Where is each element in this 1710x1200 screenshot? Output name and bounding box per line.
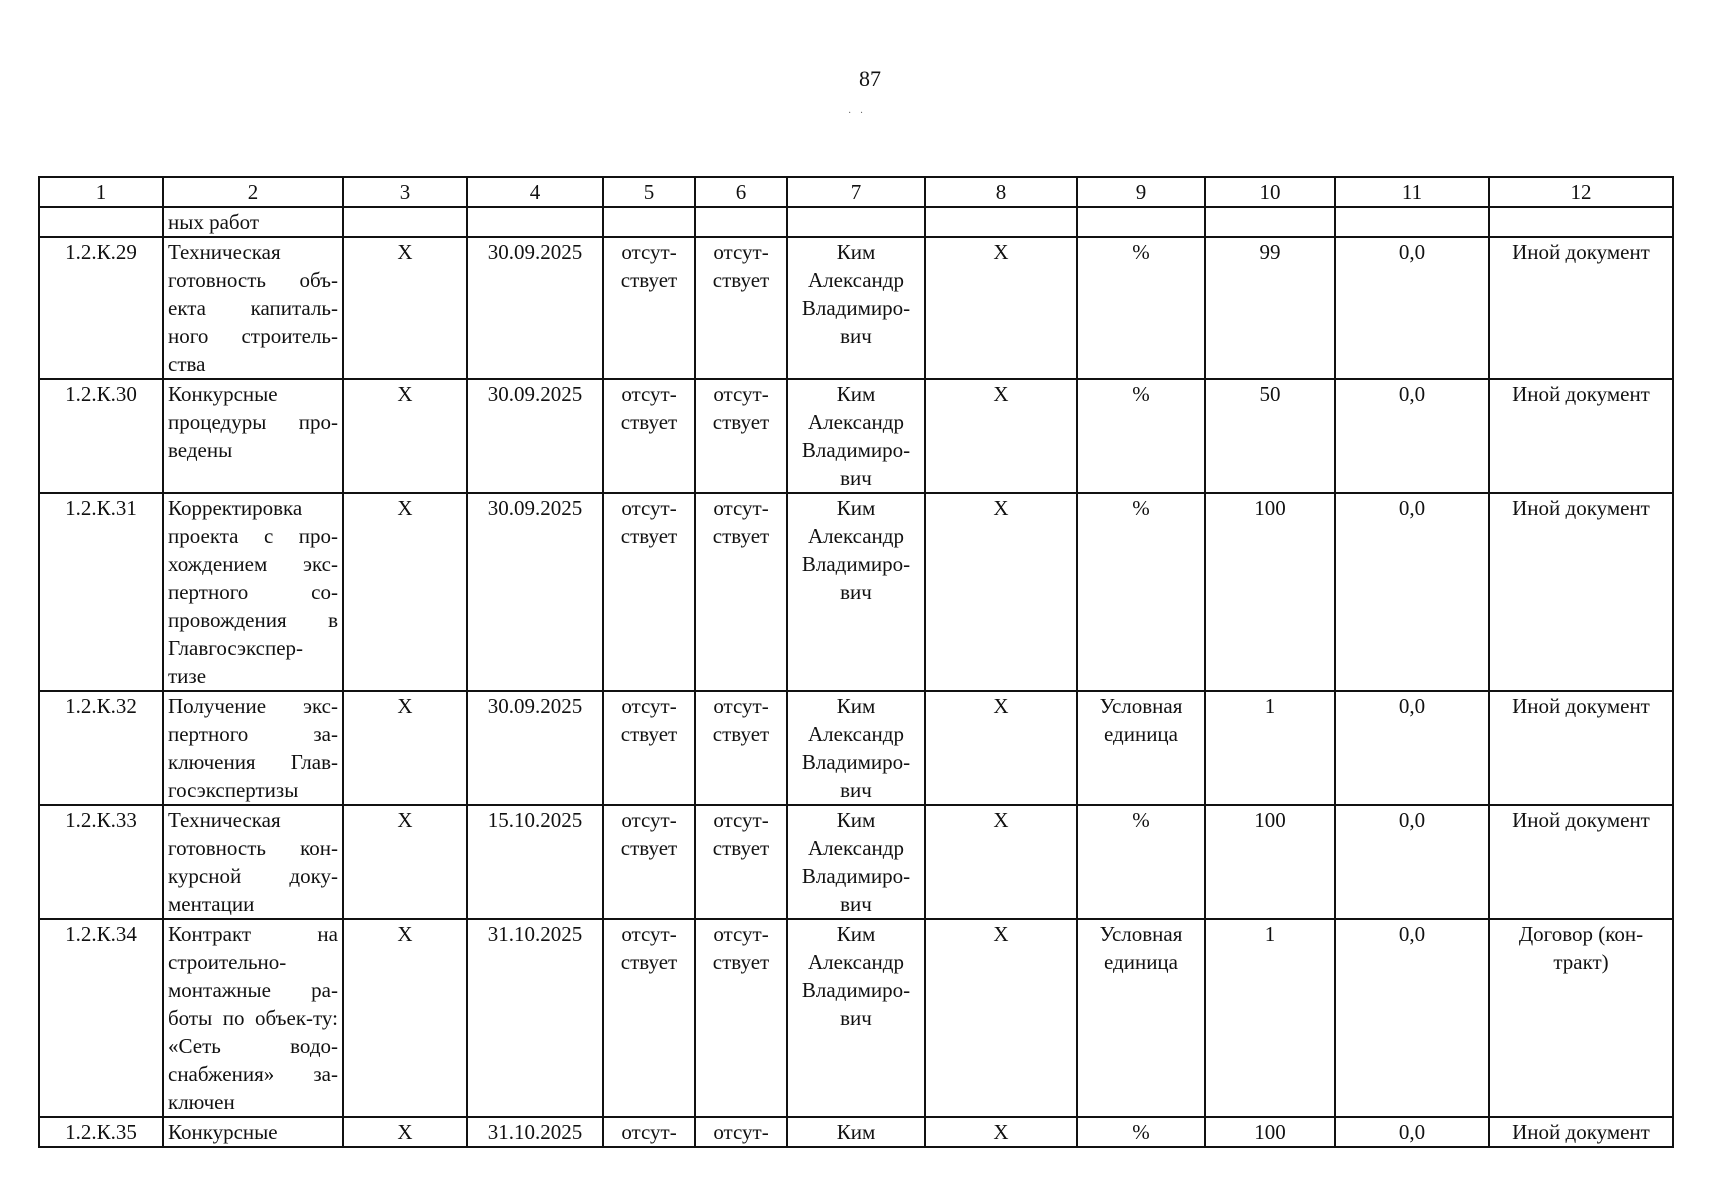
cell-col6: отсут-ствует <box>695 919 787 1117</box>
cell-date: 15.10.2025 <box>467 805 603 919</box>
cell-unit: Условная единица <box>1077 919 1205 1117</box>
cell-col3: Х <box>343 237 467 379</box>
column-header: 3 <box>343 177 467 207</box>
cell-value: 1 <box>1205 691 1335 805</box>
cell-name: ных работ <box>163 207 343 237</box>
column-header: 9 <box>1077 177 1205 207</box>
cell-col6: отсут-ствует <box>695 691 787 805</box>
cell-col8: Х <box>925 1117 1077 1147</box>
cell-document: Иной документ <box>1489 493 1673 691</box>
cell-document: Иной документ <box>1489 805 1673 919</box>
table-row <box>39 919 1673 1117</box>
cell-name: Корректировка проекта с про-хождением экс-пертного со-провождения в Главгосэкспер-тизе <box>163 493 343 691</box>
scan-specks: · · <box>848 108 867 119</box>
cell-document: Договор (кон-тракт) <box>1489 919 1673 1117</box>
cell-col11: 0,0 <box>1335 805 1489 919</box>
cell-col5: отсут-ствует <box>603 691 695 805</box>
cell-id: 1.2.К.29 <box>39 237 163 379</box>
cell-col6: отсут- <box>695 1117 787 1147</box>
cell-col8: Х <box>925 379 1077 493</box>
cell-col8: Х <box>925 691 1077 805</box>
cell-name: Конкурсные <box>163 1117 343 1147</box>
cell-col11: 0,0 <box>1335 919 1489 1117</box>
column-header: 11 <box>1335 177 1489 207</box>
cell-col5: отсут-ствует <box>603 805 695 919</box>
column-header: 6 <box>695 177 787 207</box>
cell-name: Техническая готовность кон-курсной доку-ментации <box>163 805 343 919</box>
cell-unit: Условная единица <box>1077 691 1205 805</box>
column-header: 5 <box>603 177 695 207</box>
cell-col5: отсут-ствует <box>603 493 695 691</box>
table-row <box>39 237 1673 379</box>
cell-date: 30.09.2025 <box>467 691 603 805</box>
cell-col5: отсут-ствует <box>603 237 695 379</box>
cell-col6: отсут-ствует <box>695 379 787 493</box>
cell-col11: 0,0 <box>1335 379 1489 493</box>
cell-responsible: Ким Александр Владимиро-вич <box>787 493 925 691</box>
cell-document: Иной документ <box>1489 691 1673 805</box>
cell-col6: отсут-ствует <box>695 805 787 919</box>
table-row <box>39 805 1673 919</box>
cell-value: 100 <box>1205 493 1335 691</box>
cell-name: Конкурсные процедуры про-ведены <box>163 379 343 493</box>
table-row-continuation <box>39 207 1673 237</box>
cell-document: Иной документ <box>1489 1117 1673 1147</box>
cell-col5: отсут- <box>603 1117 695 1147</box>
cell-id: 1.2.К.31 <box>39 493 163 691</box>
cell-value: 1 <box>1205 919 1335 1117</box>
column-header: 2 <box>163 177 343 207</box>
cell-unit: % <box>1077 805 1205 919</box>
column-header: 12 <box>1489 177 1673 207</box>
column-header: 10 <box>1205 177 1335 207</box>
table-row <box>39 1117 1673 1147</box>
cell-id <box>39 207 163 237</box>
page-number: 87 <box>859 66 881 91</box>
cell-col11: 0,0 <box>1335 237 1489 379</box>
cell-col5: отсут-ствует <box>603 379 695 493</box>
cell-id: 1.2.К.33 <box>39 805 163 919</box>
cell-name: Техническая готовность объ-екта капиталь-ного строитель-ства <box>163 237 343 379</box>
cell-responsible: Ким Александр Владимиро-вич <box>787 805 925 919</box>
cell-col3: Х <box>343 691 467 805</box>
cell-id: 1.2.К.35 <box>39 1117 163 1147</box>
table-header-row <box>39 177 1673 207</box>
table-row <box>39 493 1673 691</box>
cell-responsible: Ким Александр Владимиро-вич <box>787 379 925 493</box>
column-header: 4 <box>467 177 603 207</box>
cell-responsible: Ким <box>787 1117 925 1147</box>
cell-col8: Х <box>925 493 1077 691</box>
cell-col6: отсут-ствует <box>695 237 787 379</box>
cell-col3: Х <box>343 1117 467 1147</box>
cell-date: 30.09.2025 <box>467 379 603 493</box>
cell-date: 31.10.2025 <box>467 1117 603 1147</box>
cell-col3: Х <box>343 805 467 919</box>
cell-col8: Х <box>925 237 1077 379</box>
cell-value: 99 <box>1205 237 1335 379</box>
column-header: 7 <box>787 177 925 207</box>
table-row <box>39 379 1673 493</box>
cell-responsible: Ким Александр Владимиро-вич <box>787 691 925 805</box>
column-header: 8 <box>925 177 1077 207</box>
cell-date: 30.09.2025 <box>467 493 603 691</box>
cell-document: Иной документ <box>1489 237 1673 379</box>
cell-col6: отсут-ствует <box>695 493 787 691</box>
cell-value: 100 <box>1205 1117 1335 1147</box>
schedule-table <box>38 176 1674 1148</box>
cell-id: 1.2.К.34 <box>39 919 163 1117</box>
table-row <box>39 691 1673 805</box>
cell-date: 31.10.2025 <box>467 919 603 1117</box>
cell-unit: % <box>1077 1117 1205 1147</box>
cell-col11: 0,0 <box>1335 1117 1489 1147</box>
cell-id: 1.2.К.30 <box>39 379 163 493</box>
cell-unit: % <box>1077 237 1205 379</box>
cell-col11: 0,0 <box>1335 493 1489 691</box>
cell-name: Получение экс-пертного за-ключения Глав-госэкспертизы <box>163 691 343 805</box>
cell-responsible: Ким Александр Владимиро-вич <box>787 919 925 1117</box>
cell-unit: % <box>1077 379 1205 493</box>
cell-col5: отсут-ствует <box>603 919 695 1117</box>
cell-value: 100 <box>1205 805 1335 919</box>
cell-col8: Х <box>925 919 1077 1117</box>
cell-date: 30.09.2025 <box>467 237 603 379</box>
cell-name: Контракт на строительно-монтажные ра-боты по объек-ту: «Сеть водо-снабжения» за-ключен <box>163 919 343 1117</box>
cell-document: Иной документ <box>1489 379 1673 493</box>
cell-responsible: Ким Александр Владимиро-вич <box>787 237 925 379</box>
cell-col3: Х <box>343 919 467 1117</box>
cell-col3: Х <box>343 493 467 691</box>
cell-col3: Х <box>343 379 467 493</box>
cell-value: 50 <box>1205 379 1335 493</box>
cell-col11: 0,0 <box>1335 691 1489 805</box>
column-header: 1 <box>39 177 163 207</box>
cell-unit: % <box>1077 493 1205 691</box>
cell-col8: Х <box>925 805 1077 919</box>
cell-id: 1.2.К.32 <box>39 691 163 805</box>
